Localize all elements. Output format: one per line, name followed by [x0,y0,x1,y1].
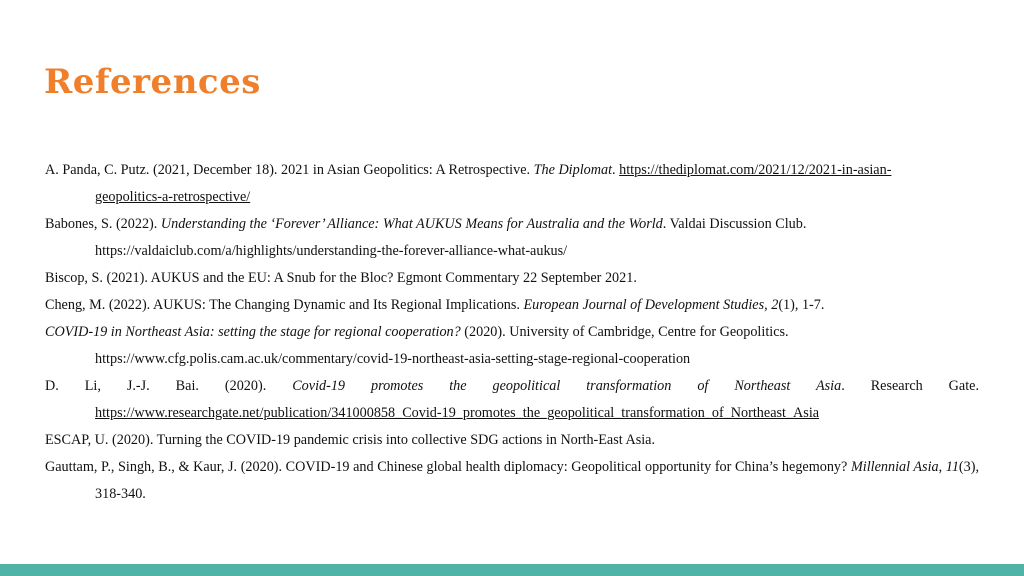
references-list [45,157,979,508]
reference-details: (1), 1-7. [778,297,825,313]
reference-title: COVID-19 in Northeast Asia: setting the stage for regional cooperation? [45,324,461,340]
reference-item [45,211,979,265]
slide-title: References [44,62,261,102]
reference-item [45,373,979,427]
reference-publisher: . Valdai Discussion Club. [662,216,807,232]
reference-authors: Gauttam, P., Singh, B., & Kaur, J. (2020). COVID-19 and Chinese global health diplomacy: Geopolitical opportunity for China’s hegemony? [45,459,851,475]
reference-title: Covid-19 promotes the geopolitical transformation of Northeast Asia [292,378,842,394]
reference-item: Biscop, S. (2021). AUKUS and the EU: A Snub for the Bloc? Egmont Commentary 22 September 2021. [45,270,637,286]
reference-link-part: https://thediplomat.com/2021/12/2021-in-asian- [619,162,892,178]
reference-link[interactable]: https://www.researchgate.net/publication/341000858_Covid-19_promotes_the_geopolitical_transformation_of_Northeast_Asia [95,405,820,421]
reference-details: (2020). University of Cambridge, Centre for Geopolitics. [460,324,789,340]
reference-item [45,319,979,373]
reference-title: Understanding the ‘Forever’ Alliance: What AUKUS Means for Australia and the World [160,216,663,232]
reference-authors: Babones, S. (2022). [45,216,161,232]
reference-item [45,454,979,508]
reference-volume: 2 [771,297,779,313]
reference-authors: D. Li, J.-J. Bai. (2020). [45,378,293,394]
reference-source: The Diplomat [533,162,613,178]
reference-item [45,157,979,211]
reference-url: https://valdaiclub.com/a/highlights/understanding-the-forever-alliance-what-aukus/ [95,243,568,259]
reference-authors: A. Panda, C. Putz. (2021, December 18). 2021 in Asian Geopolitics: A Retrospective. [45,162,534,178]
reference-item [45,292,979,319]
reference-item: ESCAP, U. (2020). Turning the COVID-19 pandemic crisis into collective SDG actions in North-East Asia. [45,432,656,448]
reference-journal: European Journal of Development Studies [523,297,765,313]
reference-journal: Millennial Asia [850,459,939,475]
reference-punctuation: . [612,162,620,178]
reference-url: https://www.cfg.polis.cam.ac.uk/commentary/covid-19-northeast-asia-setting-stage-regional-cooperation [95,351,691,367]
reference-punctuation: , [764,297,772,313]
reference-authors: Cheng, M. (2022). AUKUS: The Changing Dynamic and Its Regional Implications. [45,297,524,313]
reference-details: (3), 318-340. [95,459,980,502]
reference-link-part: geopolitics-a-retrospective/ [95,189,251,205]
reference-details: . Research Gate. [841,378,979,394]
bottom-accent-bar [0,564,1024,576]
reference-punctuation: , [938,459,946,475]
reference-volume: 11 [945,459,959,475]
